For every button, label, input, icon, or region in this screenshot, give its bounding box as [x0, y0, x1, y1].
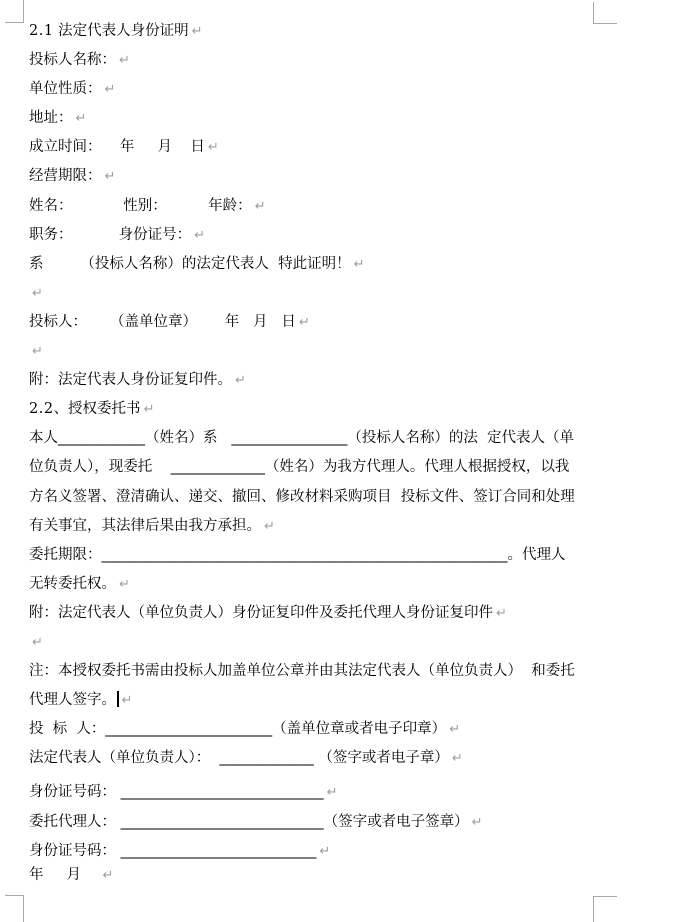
doc-line-bidder-name[interactable] — [29, 46, 629, 75]
line-text: 地址： — [29, 110, 73, 127]
paragraph-mark-icon: ↵ — [194, 227, 205, 243]
paragraph-mark-icon: ↵ — [119, 576, 130, 592]
line-text: 注：本授权委托书需由投标人加盖单位公章并由其法定代表人（单位负责人） 和委托 — [29, 663, 575, 680]
paragraph-mark-icon: ↵ — [326, 785, 338, 801]
paragraph-mark-icon: ↵ — [254, 198, 266, 214]
paragraph-mark-icon: ↵ — [449, 722, 461, 738]
paragraph-mark-icon: ↵ — [319, 843, 331, 859]
line-text: 本人____________（姓名）系 ________________（投标人名称）的法 定代表人（单 — [29, 430, 575, 447]
line-text: 身份证号码： ___________________________ — [29, 842, 317, 859]
paragraph-mark-icon: ↵ — [207, 140, 219, 156]
doc-line-poa-body-3[interactable] — [29, 483, 629, 512]
doc-line-empty[interactable] — [29, 337, 629, 366]
doc-line-empty[interactable] — [29, 628, 629, 657]
line-text: 附：法定代表人身份证复印件。 — [29, 372, 232, 389]
doc-line-no-subdelegation[interactable] — [29, 570, 629, 599]
doc-line-poa-body-4[interactable] — [29, 512, 629, 541]
line-text: 姓名： 性别： 年龄： — [29, 197, 252, 214]
text-cursor — [117, 691, 119, 707]
paragraph-mark-icon: ↵ — [235, 373, 246, 389]
section-heading-2-1[interactable] — [29, 17, 629, 46]
margin-crop-mark-top-left — [5, 0, 24, 23]
line-text: 投标人名称： — [29, 52, 116, 69]
paragraph-mark-icon: ↵ — [102, 867, 114, 883]
paragraph-mark-icon: ↵ — [104, 82, 116, 98]
line-text: 方名义签署、澄清确认、递交、撤回、修改材料采购项目 投标文件、签订合同和处理 — [29, 488, 575, 505]
paragraph-mark-icon: ↵ — [353, 256, 365, 272]
heading-text: 法定代表人身份证明 — [53, 23, 189, 39]
line-text: 投标人： （盖单位章） 年 月 日 — [29, 313, 296, 330]
paragraph-mark-icon: ↵ — [471, 814, 483, 830]
doc-line-empty[interactable] — [29, 279, 629, 308]
line-text: 系 （投标人名称）的法定代表人 特此证明！ — [29, 255, 351, 272]
doc-line-entrust-period[interactable] — [29, 541, 629, 570]
line-text: 职务： 身份证号： — [29, 226, 192, 243]
doc-line-name-gender-age[interactable] — [29, 192, 629, 221]
line-text: 身份证号码： ____________________________ — [29, 784, 324, 801]
paragraph-mark-icon: ↵ — [191, 24, 203, 39]
doc-line-establish-date[interactable] — [29, 133, 629, 162]
doc-line-title-id[interactable] — [29, 221, 629, 250]
paragraph-mark-icon: ↵ — [32, 344, 43, 360]
line-text: 委托代理人： ____________________________（签字或者电子签章） — [29, 813, 469, 830]
heading-text: 、授权委托书 — [53, 401, 141, 418]
paragraph-mark-icon: ↵ — [32, 634, 43, 650]
paragraph-mark-icon: ↵ — [264, 518, 275, 534]
doc-line-attachment-note-2[interactable] — [29, 599, 629, 628]
doc-line-legal-rep-signature[interactable] — [29, 744, 629, 773]
paragraph-mark-icon: ↵ — [119, 53, 130, 69]
doc-line-note-1[interactable] — [29, 657, 629, 686]
doc-line-attachment-note[interactable] — [29, 366, 629, 395]
line-text: 法定代表人（单位负责人）： _____________ （签字或者电子章） — [29, 750, 449, 767]
line-text: 附：法定代表人（单位负责人）身份证复印件及委托代理人身份证复印件 — [29, 604, 493, 621]
line-text: 无转委托权。 — [29, 575, 116, 592]
paragraph-mark-icon: ↵ — [32, 285, 43, 301]
doc-line-poa-body-1[interactable] — [29, 424, 629, 453]
line-text: 年 月 — [29, 866, 100, 883]
line-text: 位负责人），现委托 _____________（姓名）为我方代理人。代理人根据授权，以我 — [29, 459, 570, 476]
doc-line-certify-statement[interactable] — [29, 250, 629, 279]
heading-number: 2.1 — [29, 23, 54, 39]
margin-crop-mark-bottom-left — [5, 895, 24, 922]
line-text: 有关事宜，其法律后果由我方承担。 — [29, 517, 261, 534]
doc-line-bidder-signature[interactable] — [29, 715, 629, 744]
line-text: 投 标 人：_______________________（盖单位章或者电子印章） — [29, 721, 447, 738]
doc-line-business-term[interactable] — [29, 162, 629, 191]
document-body[interactable] — [29, 17, 629, 890]
paragraph-mark-icon: ↵ — [143, 402, 155, 418]
margin-crop-mark-bottom-right — [593, 896, 617, 922]
doc-line-poa-body-2[interactable] — [29, 453, 629, 482]
doc-line-bidder-seal-date[interactable] — [29, 308, 629, 337]
doc-line-address[interactable] — [29, 104, 629, 133]
paragraph-mark-icon: ↵ — [104, 169, 116, 185]
line-text: 委托期限：________________________________________________________。代理人 — [29, 546, 566, 563]
doc-line-note-2[interactable] — [29, 686, 629, 715]
line-text: 代理人签字。 — [29, 692, 116, 709]
paragraph-mark-icon: ↵ — [496, 605, 507, 621]
heading-number: 2.2 — [29, 401, 54, 418]
doc-line-agent-signature[interactable] — [29, 808, 629, 837]
paragraph-mark-icon: ↵ — [298, 314, 310, 330]
paragraph-mark-icon: ↵ — [451, 751, 463, 767]
line-text: 经营期限： — [29, 168, 102, 185]
section-heading-2-2[interactable] — [29, 395, 629, 424]
line-text: 成立时间： 年 月 日 — [29, 139, 205, 156]
doc-line-unit-nature[interactable] — [29, 75, 629, 104]
doc-line-id-number-1[interactable] — [29, 778, 629, 807]
paragraph-mark-icon: ↵ — [75, 111, 87, 127]
paragraph-mark-icon: ↵ — [121, 693, 133, 709]
line-text: 单位性质： — [29, 81, 102, 98]
